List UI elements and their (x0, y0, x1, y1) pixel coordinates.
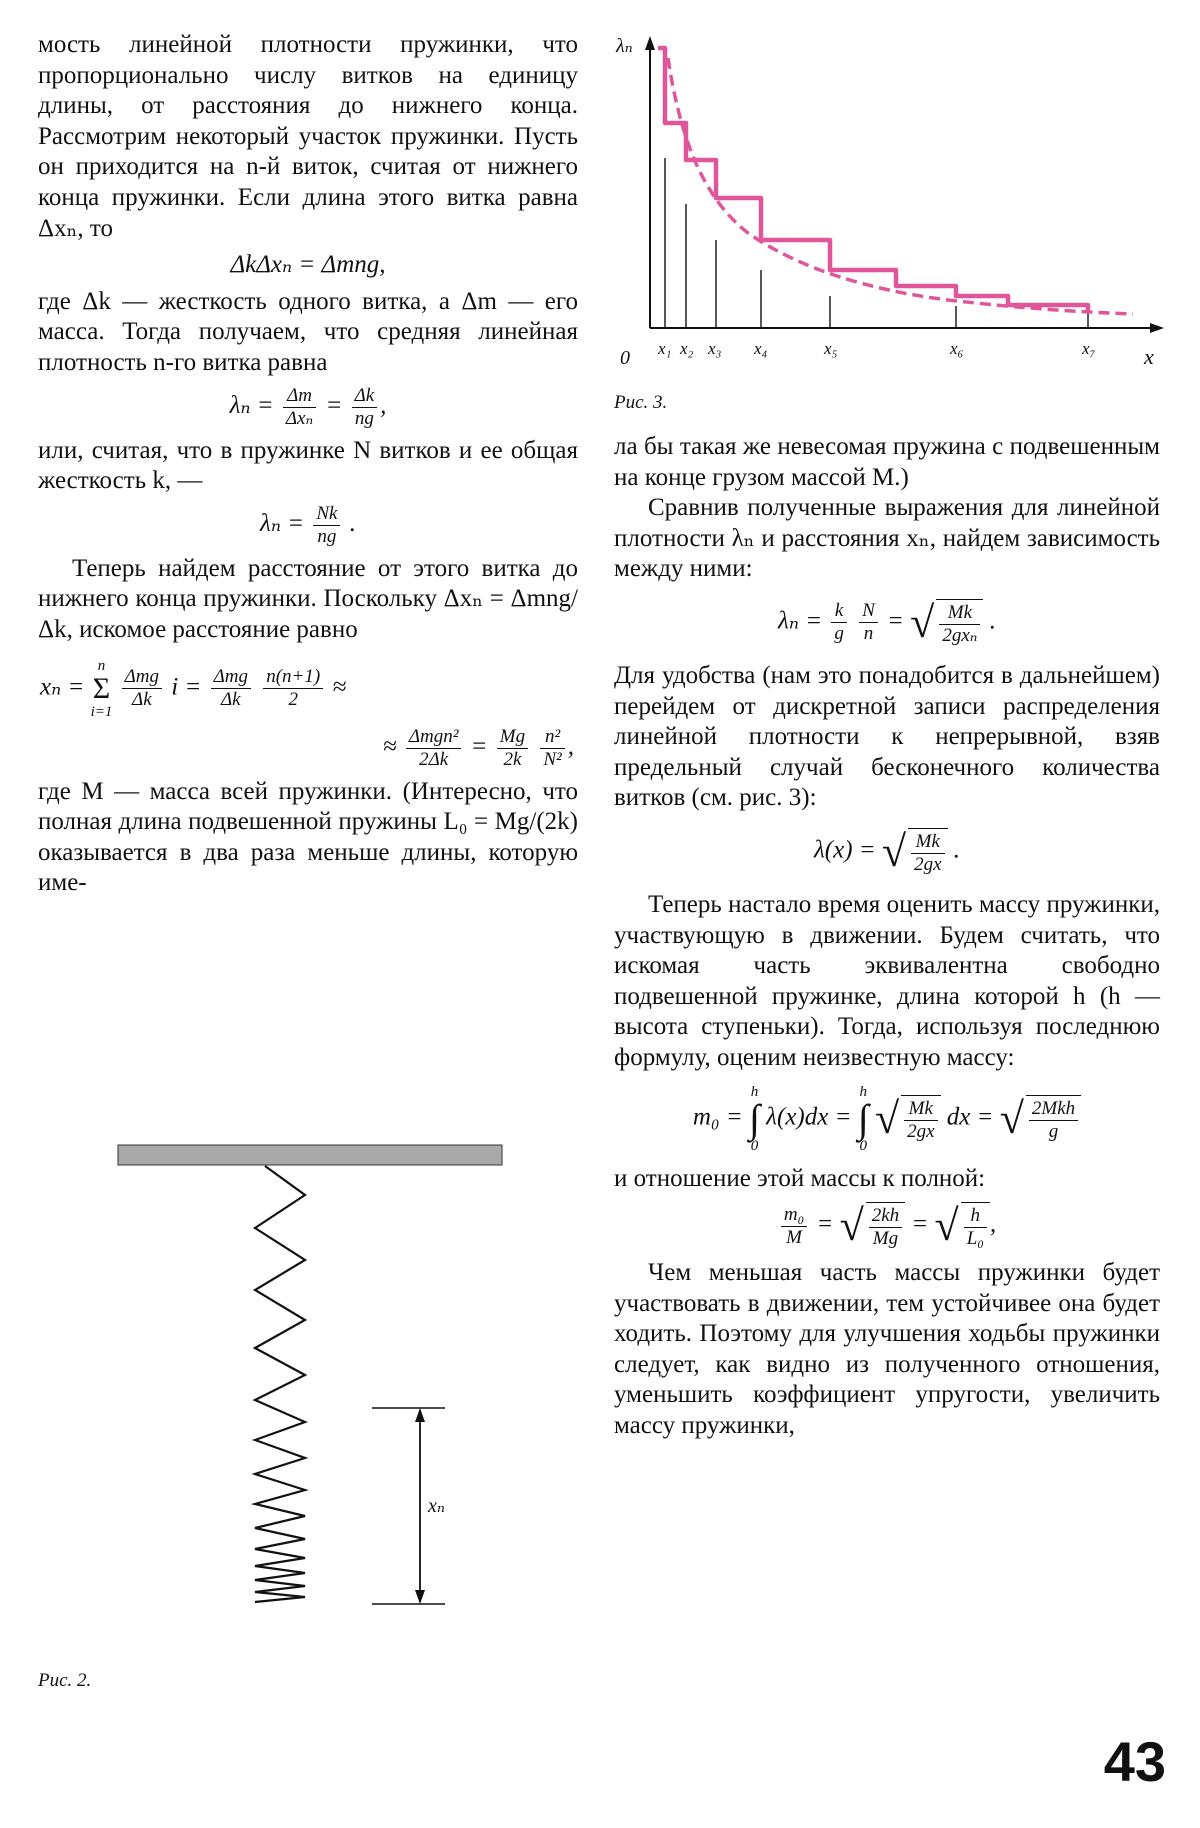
equation-lambda-continuous: λ(x) = √ $\frac{Mk}{2gx}$ . (813, 826, 961, 876)
equation-distance-approx: ≈ $\frac{\text{Δmgn²}}{2\Delta k}$ = $\frac{Mg}{2k}$ $\frac{\text{n²}}{\text{N²}}$ , (382, 725, 574, 770)
paragraph: Чем меньшая часть массы пружинки будет участвовать в движении, тем устойчивее она будет ходить. Поэтому для улучшения ходьбы пружинки следует, как видно из полученного отношения, уменьшить коэффициент упругости, увеличить массу пружинки, (614, 1259, 1160, 1440)
spring-figure (110, 1140, 510, 1640)
paragraph: Для удобства (нам это понадобится в дальнейшем) перейдем от дискретной записи распределения линейной плотности к непрерывной, взяв предельный случай бесконечного количества витков (см. рис. 3): (614, 661, 1160, 812)
equation-elastic: ΔkΔxₙ = Δmng, (230, 251, 386, 279)
origin-label: 0 (620, 347, 630, 369)
paragraph: или, считая, что в пружинке N витков и ее общая жесткость k, — (38, 436, 578, 495)
tick-label: x₂ (680, 339, 694, 358)
density-graph (608, 28, 1168, 388)
tick-label: x₃ (708, 339, 722, 358)
right-column (614, 432, 1160, 1442)
tick-label: x₇ (1082, 339, 1096, 358)
tick-label: x₁ (658, 339, 672, 358)
equation-distance: xₙ = n Σ i=1 $\frac{\text{Δmg}}{\Delta k}$ i = $\frac{\text{Δmg}}{\Delta k}$ $\frac{n(n+1)}{2}$ ≈ (40, 657, 347, 720)
left-column (38, 30, 578, 899)
equation-density-nk: λₙ = $\frac{Nk}{ng}$ . (260, 502, 356, 547)
equation-ratio: $\frac{\text{m₀}}{M}$ = √ $\frac{2kh}{Mg}$ = √ $\frac{h}{\text{L₀}}$ , (614, 1202, 1160, 1250)
equation-lambda-x: λₙ = $\frac{k}{g}$ $\frac{N}{n}$ = √ $\frac{Mk}{\text{2gxₙ}}$ . (778, 597, 996, 647)
equation-density: λₙ = $\frac{\Delta m}{\text{Δxₙ}}$ = $\frac{\Delta k}{ng}$ , (229, 384, 387, 429)
density-staircase (658, 48, 1088, 313)
spring-coil (255, 1166, 305, 1602)
paragraph: мость линейной плотности пружинки, что пропорционально числу витков на единицу длины, от расстояния до нижнего конца. Рассмотрим некоторый участок пружинки. Пусть он приходится на n-й виток, считая от нижнего конца пружинки. Если длина этого витка равна Δxₙ, то (38, 31, 578, 242)
arrow-down (415, 1590, 425, 1604)
arrow-up (415, 1408, 425, 1422)
tick-label: x₄ (754, 339, 768, 358)
xn-label: xₙ (428, 1495, 445, 1517)
tick-label: x₆ (950, 339, 964, 358)
figure3-caption: Рис. 3. (614, 392, 668, 413)
paragraph: ла бы такая же невесомая пружина с подвешенным на конце грузом массой M.) (614, 433, 1160, 491)
paragraph: где Δk — жесткость одного витка, а Δm — его масса. Тогда получаем, что средняя линейная плотность n-го витка равна (38, 287, 578, 376)
tick-label: x₅ (824, 339, 838, 358)
density-curve (668, 58, 1133, 314)
paragraph: и отношение этой массы к полной: (614, 1164, 986, 1192)
x-axis-label: x (1144, 344, 1154, 369)
page-number: 43 (1103, 1730, 1166, 1793)
y-axis-label: λₙ (616, 35, 633, 57)
equation-mass: m₀ = h ∫ 0 λ(x)dx = h ∫ 0 √ $\frac{Mk}{2gx}$ dx = √ $\frac{\text{2Mkh}}{g}$ (614, 1084, 1160, 1154)
paragraph: Теперь настало время оценить массу пружинки, участвующую в движении. Будем считать, что искомая часть эквивалентна свободно подвешенной пружинке, длина которой h (h — высота ступеньки). Тогда, используя последнюю формулу, оценим неизвестную массу: (614, 890, 1160, 1071)
ceiling-bar (118, 1145, 502, 1165)
paragraph: Теперь найдем расстояние от этого витка до нижнего конца пружинки. Поскольку Δxₙ = Δmng/Δk, искомое расстояние равно (38, 554, 578, 643)
figure2-caption: Рис. 2. (38, 1670, 92, 1691)
paragraph: где M — масса всей пружинки. (Интересно, что полная длина подвешенной пружины L₀ = Mg/(2k) оказывается в два раза меньше длины, которую име- (38, 777, 578, 897)
paragraph: Сравнив полученные выражения для линейной плотности λₙ и расстояния xₙ, найдем зависимость между ними: (614, 494, 1160, 583)
